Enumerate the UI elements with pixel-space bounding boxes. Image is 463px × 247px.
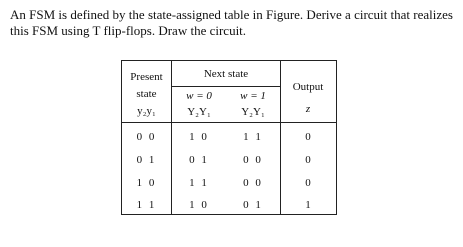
row-2-present-state: 0 1 xyxy=(136,154,157,166)
row-1-present-state: 0 0 xyxy=(136,131,157,143)
row-4-next-w0: 1 0 xyxy=(189,199,209,211)
next-state-w0-heading: w = 0 xyxy=(186,90,212,102)
present-state-subheading: state xyxy=(136,88,157,100)
next-state-w1-heading: w = 1 xyxy=(240,90,266,102)
present-state-heading: Present xyxy=(130,71,163,83)
state-assigned-table xyxy=(121,60,337,215)
next-state-heading: Next state xyxy=(203,68,249,80)
row-1-next-w0: 1 0 xyxy=(189,131,209,143)
row-2-next-w1: 0 0 xyxy=(243,154,263,166)
row-4-present-state: 1 1 xyxy=(136,199,157,211)
header-body-divider xyxy=(122,122,336,123)
present-state-variables: y₂y₁ xyxy=(137,105,156,117)
next-state-w1-variables: Y₂Y₁ xyxy=(241,106,265,118)
row-3-output: 0 xyxy=(305,177,311,189)
row-2-output: 0 xyxy=(305,154,311,166)
row-3-present-state: 1 0 xyxy=(136,177,157,189)
row-3-next-w0: 1 1 xyxy=(189,177,209,189)
row-4-next-w1: 0 1 xyxy=(243,199,263,211)
row-2-next-w0: 0 1 xyxy=(189,154,209,166)
row-3-next-w1: 0 0 xyxy=(243,177,263,189)
row-1-output: 0 xyxy=(305,131,311,143)
output-heading: Output xyxy=(292,81,324,93)
output-variable: z xyxy=(305,103,311,115)
next-state-w0-variables: Y₂Y₁ xyxy=(187,106,211,118)
row-4-output: 1 xyxy=(305,199,311,211)
row-1-next-w1: 1 1 xyxy=(243,131,263,143)
next-state-header-line xyxy=(172,86,280,87)
problem-statement: An FSM is defined by the state-assigned table in Figure. Derive a circuit that realizes this FSM using T flip-flops. Draw the circuit. xyxy=(10,7,453,38)
